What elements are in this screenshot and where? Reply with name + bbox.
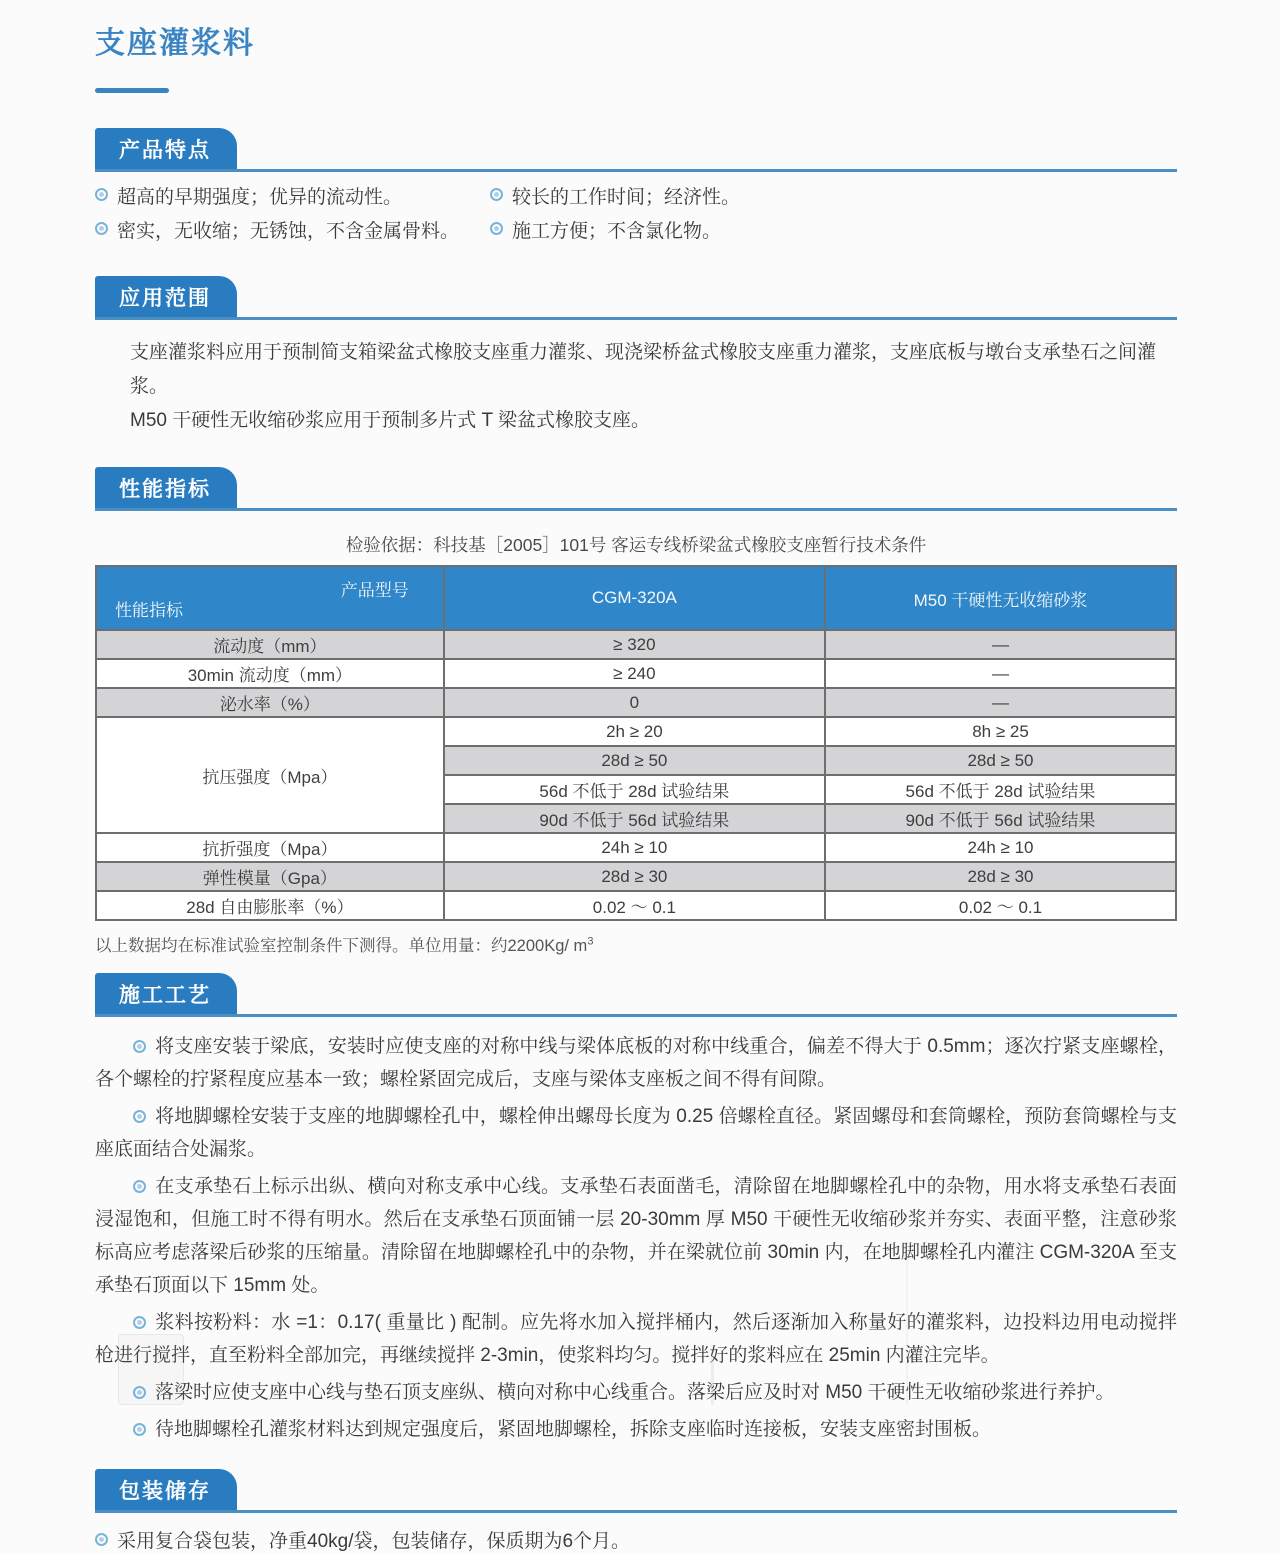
cell-m50: 90d 不低于 56d 试验结果 bbox=[825, 804, 1176, 833]
cell-cgm: ≥ 320 bbox=[444, 630, 825, 659]
bullseye-bullet-icon bbox=[133, 1110, 146, 1123]
section-badge-process: 施工工艺 bbox=[95, 973, 237, 1014]
column-header-m50: M50 干硬性无收缩砂浆 bbox=[825, 566, 1176, 630]
bullseye-bullet-icon bbox=[95, 188, 108, 201]
cell-cgm: 0 bbox=[444, 688, 825, 717]
cell-cgm: 28d ≥ 30 bbox=[444, 862, 825, 891]
cell-m50: 28d ≥ 30 bbox=[825, 862, 1176, 891]
bullseye-bullet-icon bbox=[133, 1180, 146, 1193]
table-row bbox=[96, 659, 1176, 688]
table-footnote: 以上数据均在标准试验室控制条件下测得。单位用量：约2200Kg/ $m^3$ bbox=[95, 935, 594, 955]
section-header-application bbox=[95, 276, 1177, 320]
feature-text: 施工方便；不含氯化物。 bbox=[512, 221, 722, 242]
bullseye-bullet-icon bbox=[133, 1423, 146, 1436]
list-item bbox=[490, 186, 1177, 209]
row-label-compressive: 抗压强度（Mpa） bbox=[96, 717, 444, 833]
table-row bbox=[96, 717, 1176, 746]
section-header-process bbox=[95, 973, 1177, 1017]
cell-cgm: 56d 不低于 28d 试验结果 bbox=[444, 775, 825, 804]
cell-m50: — bbox=[825, 688, 1176, 717]
corner-label-performance-index: 性能指标 bbox=[115, 601, 183, 620]
performance-table bbox=[95, 565, 1177, 921]
title-underline bbox=[95, 88, 169, 93]
row-label: 30min 流动度（mm） bbox=[96, 659, 444, 688]
application-paragraphs bbox=[95, 336, 1177, 438]
cell-m50: 56d 不低于 28d 试验结果 bbox=[825, 775, 1176, 804]
cell-m50: 28d ≥ 50 bbox=[825, 746, 1176, 775]
feature-text: 超高的早期强度；优异的流动性。 bbox=[117, 187, 403, 208]
table-row bbox=[96, 833, 1176, 862]
cell-cgm: 2h ≥ 20 bbox=[444, 717, 825, 746]
row-label: 28d 自由膨胀率（%） bbox=[96, 891, 444, 920]
corner-label-product-model: 产品型号 bbox=[340, 581, 409, 600]
bullseye-bullet-icon bbox=[95, 222, 108, 235]
feature-text: 密实，无收缩；无锈蚀，不含金属骨料。 bbox=[117, 221, 460, 242]
bullseye-bullet-icon bbox=[490, 188, 503, 201]
cell-m50: — bbox=[825, 659, 1176, 688]
cell-cgm: ≥ 240 bbox=[444, 659, 825, 688]
list-item bbox=[95, 186, 490, 209]
table-row bbox=[96, 862, 1176, 891]
cell-cgm: 0.02 ～ 0.1 bbox=[444, 891, 825, 920]
watermark-artifact bbox=[906, 1253, 908, 1405]
cell-m50: — bbox=[825, 630, 1176, 659]
bullseye-bullet-icon bbox=[133, 1040, 146, 1053]
row-label: 流动度（mm） bbox=[96, 630, 444, 659]
section-header-packaging bbox=[95, 1469, 1177, 1513]
feature-text: 较长的工作时间；经济性。 bbox=[512, 187, 741, 208]
list-item bbox=[95, 220, 490, 243]
cell-cgm: 28d ≥ 50 bbox=[444, 746, 825, 775]
section-badge-features: 产品特点 bbox=[95, 128, 237, 169]
table-row bbox=[96, 891, 1176, 920]
page-title: 支座灌浆料 bbox=[95, 27, 255, 60]
application-paragraph: 支座灌浆料应用于预制简支箱梁盆式橡胶支座重力灌浆、现浇梁桥盆式橡胶支座重力灌浆，支座底板与墩台支承垫石之间灌浆。 bbox=[130, 342, 1157, 397]
cell-m50: 0.02 ～ 0.1 bbox=[825, 891, 1176, 920]
process-step: 在支承垫石上标示出纵、横向对称支承中心线。支承垫石表面凿毛，清除留在地脚螺栓孔中的杂物，用水将支承垫石表面浸湿饱和，但施工时不得有明水。然后在支承垫石顶面铺一层 20-30mm 厚 M50 干硬性无收缩砂浆并夯实、表面平整，注意砂浆标高应考虑落梁后砂浆的压缩量。清除留在地脚螺栓孔中的杂物，并在梁就位前 30min 内，在地脚螺栓孔内灌注 CGM-320A 至支承垫石顶面以下 15mm 处。 bbox=[95, 1176, 1177, 1296]
process-step: 将支座安装于梁底，安装时应使支座的对称中线与梁体底板的对称中线重合，偏差不得大于 0.5mm；逐次拧紧支座螺栓，各个螺栓的拧紧程度应基本一致；螺栓紧固完成后，支座与梁体支座板之间不得有间隙。 bbox=[95, 1036, 1177, 1090]
watermark-artifact bbox=[711, 1350, 714, 1405]
feature-list bbox=[95, 186, 1177, 243]
process-step: 将地脚螺栓安装于支座的地脚螺栓孔中，螺栓伸出螺母长度为 0.25 倍螺栓直径。紧固螺母和套筒螺栓，预防套筒螺栓与支座底面结合处漏浆。 bbox=[95, 1106, 1177, 1160]
row-label: 抗折强度（Mpa） bbox=[96, 833, 444, 862]
row-label: 弹性模量（Gpa） bbox=[96, 862, 444, 891]
process-step: 待地脚螺栓孔灌浆材料达到规定强度后，紧固地脚螺栓，拆除支座临时连接板，安装支座密封围板。 bbox=[95, 1413, 1177, 1446]
bullseye-bullet-icon bbox=[95, 1533, 108, 1546]
section-badge-application: 应用范围 bbox=[95, 276, 237, 317]
cell-m50: 8h ≥ 25 bbox=[825, 717, 1176, 746]
process-steps bbox=[95, 1030, 1177, 1446]
column-header-cgm: CGM-320A bbox=[444, 566, 825, 630]
table-header-row bbox=[96, 566, 1176, 630]
cell-cgm: 24h ≥ 10 bbox=[444, 833, 825, 862]
row-label: 泌水率（%） bbox=[96, 688, 444, 717]
process-step: 浆料按粉料：水 =1：0.17( 重量比 ) 配制。应先将水加入搅拌桶内，然后逐渐加入称量好的灌浆料，边投料边用电动搅拌枪进行搅拌，直至粉料全部加完，再继续搅拌 2-3min，使浆料均匀。搅拌好的浆料应在 25min 内灌注完毕。 bbox=[95, 1312, 1177, 1366]
cubic-meter-superscript: 3 bbox=[587, 935, 594, 948]
packaging-note: 采用复合袋包装，净重40kg/袋，包装储存，保质期为6个月。 bbox=[95, 1530, 1177, 1554]
inspection-basis-note: 检验依据：科技基［2005］101号 客运专线桥梁盆式橡胶支座暂行技术条件 bbox=[345, 535, 927, 555]
section-badge-packaging: 包装储存 bbox=[95, 1469, 237, 1510]
list-item bbox=[490, 220, 1177, 243]
cell-m50: 24h ≥ 10 bbox=[825, 833, 1176, 862]
diagonal-corner-cell bbox=[96, 566, 444, 630]
table-row bbox=[96, 630, 1176, 659]
bullseye-bullet-icon bbox=[133, 1316, 146, 1329]
table-row bbox=[96, 688, 1176, 717]
watermark-artifact bbox=[118, 1334, 184, 1405]
section-badge-performance: 性能指标 bbox=[95, 467, 237, 508]
bullseye-bullet-icon bbox=[490, 222, 503, 235]
section-header-features bbox=[95, 128, 1177, 172]
process-step: 落梁时应使支座中心线与垫石顶支座纵、横向对称中心线重合。落梁后应及时对 M50 干硬性无收缩砂浆进行养护。 bbox=[95, 1376, 1177, 1409]
application-paragraph: M50 干硬性无收缩砂浆应用于预制多片式 T 梁盆式橡胶支座。 bbox=[130, 410, 651, 431]
section-header-performance bbox=[95, 467, 1177, 511]
cell-cgm: 90d 不低于 56d 试验结果 bbox=[444, 804, 825, 833]
